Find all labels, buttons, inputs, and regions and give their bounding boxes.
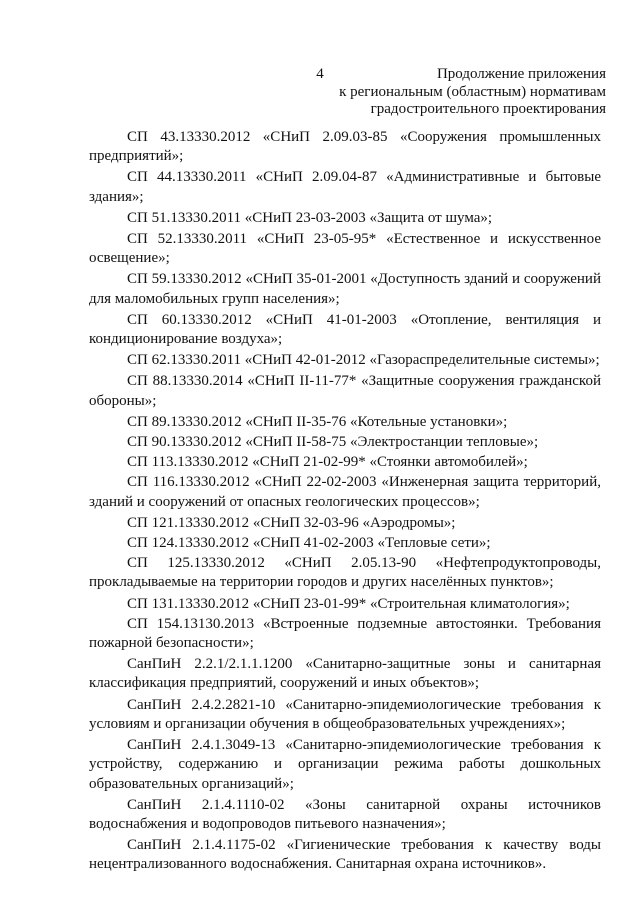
- standard-item: СанПиН 2.1.4.1175-02 «Гигиенические требования к качеству воды нецентрализованного водоснабжения. Санитарная охрана источников».: [89, 837, 601, 873]
- standards-list: [89, 128, 601, 877]
- header-line: к региональным (областным) нормативам: [339, 83, 606, 100]
- standard-item: СП 44.13330.2011 «СНиП 2.09.04-87 «Административные и бытовые здания»;: [89, 169, 601, 205]
- standard-item: СП 59.13330.2012 «СНиП 35-01-2001 «Доступность зданий и сооружений для маломобильных групп населения»;: [89, 271, 601, 307]
- standard-item: СП 121.13330.2012 «СНиП 32-03-96 «Аэродромы»;: [127, 514, 456, 531]
- standard-item: СП 131.13330.2012 «СНиП 23-01-99* «Строительная климатология»;: [127, 595, 570, 612]
- standard-item: СП 52.13330.2011 «СНиП 23-05-95* «Естественное и искусственное освещение»;: [89, 231, 601, 267]
- standard-item: СП 43.13330.2012 «СНиП 2.09.03-85 «Сооружения промышленных предприятий»;: [89, 129, 601, 165]
- standard-item: СП 125.13330.2012 «СНиП 2.05.13-90 «Нефтепродуктопроводы, прокладываемые на территории городов и других населённых пунктов»;: [89, 555, 601, 591]
- standard-item: СП 116.13330.2012 «СНиП 22-02-2003 «Инженерная защита территорий, зданий и сооружений от опасных геологических процессов»;: [89, 474, 601, 510]
- standard-item: СП 113.13330.2012 «СНиП 21-02-99* «Стоянки автомобилей»;: [127, 454, 528, 471]
- standard-item: СП 88.13330.2014 «СНиП II-11-77* «Защитные сооружения гражданской обороны»;: [89, 373, 601, 409]
- standard-item: СП 124.13330.2012 «СНиП 41-02-2003 «Тепловые сети»;: [127, 535, 491, 552]
- page-number: 4: [316, 66, 324, 82]
- standard-item: СанПиН 2.2.1/2.1.1.1200 «Санитарно-защитные зоны и санитарная классификация предприятий, сооружений и иных объектов»;: [89, 656, 601, 692]
- standard-item: СП 60.13330.2012 «СНиП 41-01-2003 «Отопление, вентиляция и кондиционирование воздуха»;: [89, 311, 601, 348]
- standard-item: СанПиН 2.4.2.2821-10 «Санитарно-эпидемиологические требования к условиям и организации обучения в общеобразовательных учреждениях»;: [89, 696, 601, 732]
- document-header: [306, 66, 606, 119]
- standard-item: СП 51.13330.2011 «СНиП 23-03-2003 «Защита от шума»;: [127, 209, 493, 226]
- header-line: Продолжение приложения: [436, 66, 606, 82]
- standard-item: СП 154.13130.2013 «Встроенные подземные автостоянки. Требования пожарной безопасности»;: [89, 615, 601, 652]
- standard-item: СанПиН 2.4.1.3049-13 «Санитарно-эпидемиологические требования к устройству, содержанию и организации режима работы дошкольных образовательных организаций»;: [89, 737, 601, 792]
- standard-item: СП 90.13330.2012 «СНиП II-58-75 «Электростанции тепловые»;: [127, 434, 539, 451]
- header-line: градостроительного проектирования: [370, 101, 606, 117]
- standard-item: СП 62.13330.2011 «СНиП 42-01-2012 «Газораспределительные системы»;: [127, 352, 600, 369]
- standard-item: СанПиН 2.1.4.1110-02 «Зоны санитарной охраны источников водоснабжения и водопроводов питьевого назначения»;: [89, 796, 601, 832]
- standard-item: СП 89.13330.2012 «СНиП II-35-76 «Котельные установки»;: [127, 413, 508, 430]
